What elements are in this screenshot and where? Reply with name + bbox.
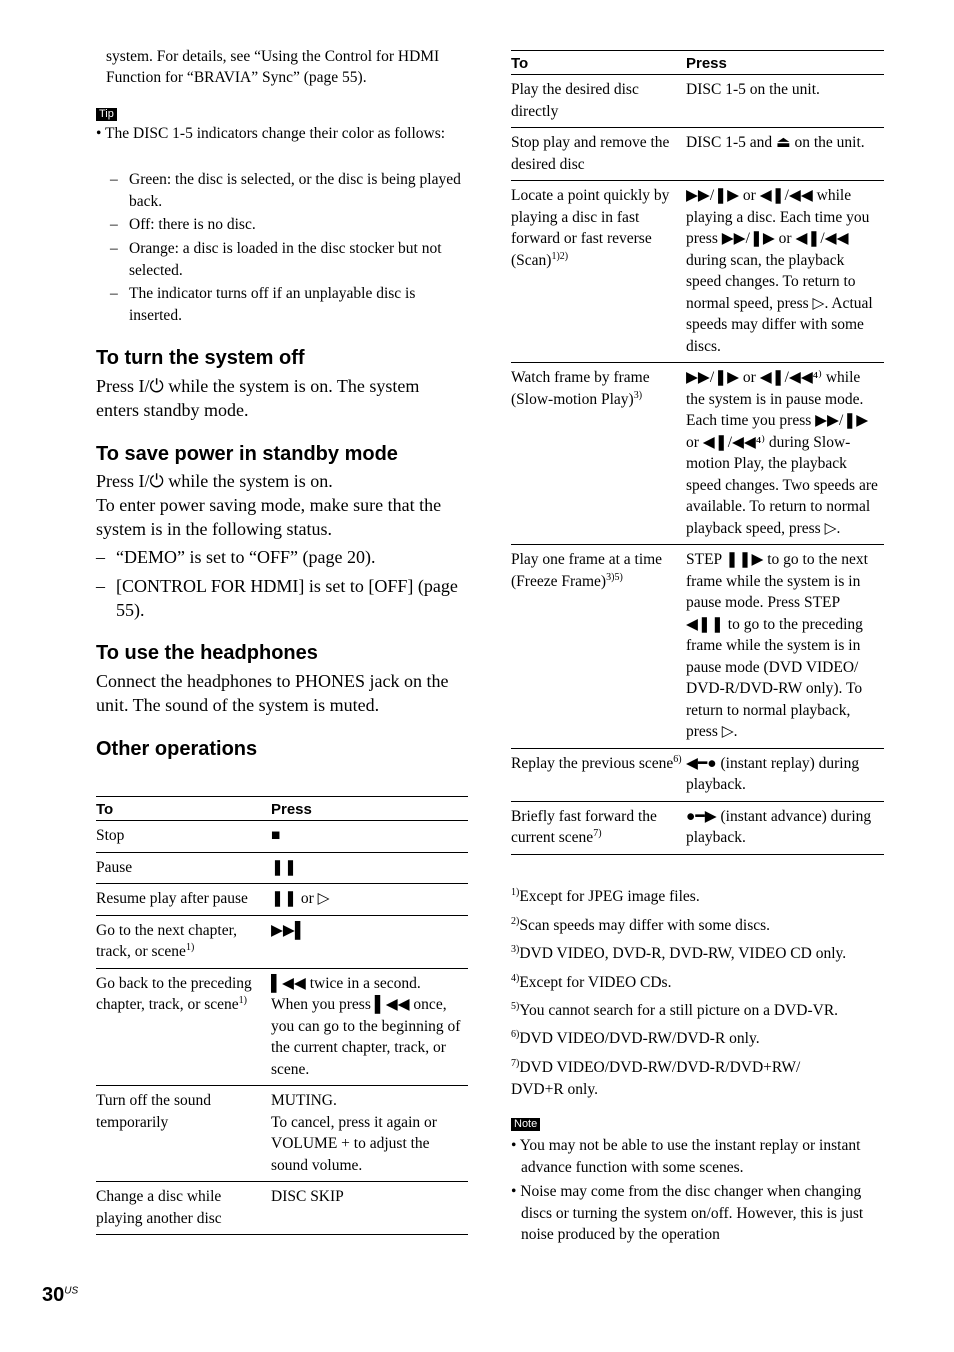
footnote: $^{1)}$Except for JPEG image files. <box>511 886 700 905</box>
footnote: $^{2)}$Scan speeds may differ with some discs. <box>511 915 771 934</box>
cell-to: Change a disc while playing another disc <box>96 1182 271 1235</box>
footnote: $^{6)}$DVD VIDEO/DVD-RW/DVD-R only. <box>511 1028 760 1047</box>
table-row <box>511 748 884 801</box>
cell-to: Play one frame at a time (Freeze Frame)$^{3)5)}$ <box>511 545 686 749</box>
table-header <box>511 51 884 75</box>
column-header-to: To <box>96 797 271 821</box>
cell-press: MUTING. To cancel, press it again or VOLUME + to adjust the sound volume. <box>271 1086 468 1182</box>
cell-to: Stop <box>96 821 271 853</box>
heading-headphones: To use the headphones <box>96 642 318 664</box>
cell-to: Turn off the sound temporarily <box>96 1086 271 1182</box>
standby-line-2: To enter power saving mode, make sure that the system is in the following status. <box>96 495 442 539</box>
footnote: $^{3)}$DVD VIDEO, DVD-R, DVD-RW, VIDEO CD only. <box>511 943 847 962</box>
footnote-ref: 1) <box>185 941 195 953</box>
cell-to: Watch frame by frame (Slow-motion Play)$^{3)}$ <box>511 363 686 545</box>
cell-press: ▌◀◀ twice in a second. When you press ▌◀◀ once, you can go to the beginning of the current chapter, track, or scene. <box>271 968 468 1086</box>
footnote-ref: 1) <box>238 994 248 1006</box>
column-header-to: To <box>511 51 686 75</box>
cell-press: ■ <box>271 821 468 853</box>
table-row <box>96 915 468 968</box>
note-bullet: • You may not be able to use the instant replay or instant advance function with some scenes. <box>511 1137 861 1176</box>
cell-to: Go to the next chapter, track, or scene$^{1)}$ <box>96 915 271 968</box>
tip-badge: Tip <box>96 108 117 121</box>
table-row <box>96 1182 468 1235</box>
cell-press: ❚❚ <box>271 852 468 884</box>
tip-dash-item: – Green: the disc is selected, or the disc is being played back. <box>110 171 461 210</box>
intro-line-1: system. For details, see “Using the Control for HDMI <box>106 48 440 65</box>
system-off-text: Press I/⏻ while the system is on. The system enters standby mode. <box>96 376 420 420</box>
note-bullet: • Noise may come from the disc changer when changing discs or turning the system on/off. However, this is just noise produced by the operation <box>511 1183 864 1243</box>
cell-press: ●━▶ (instant advance) during playback. <box>686 801 884 854</box>
column-header-press: Press <box>686 51 884 75</box>
table-row <box>96 1086 468 1182</box>
cell-press: ▶▶/❚▶ or ◀❚/◀◀⁴⁾ while the system is in pause mode. Each time you press ▶▶/❚▶ or ◀❚/◀◀⁴⁾ during Slow-motion Play, the playback speed changes. Two speeds are available. To return to normal playback speed, press ▷. <box>686 363 884 545</box>
table-row <box>511 181 884 363</box>
cell-to: Replay the previous scene$^{6)}$ <box>511 748 686 801</box>
cell-to: Stop play and remove the desired disc <box>511 128 686 181</box>
intro-line-2: Function for “BRAVIA” Sync” (page 55). <box>106 69 367 86</box>
column-header-press: Press <box>271 797 468 821</box>
table-row <box>96 884 468 916</box>
heading-other-operations: Other operations <box>96 738 258 760</box>
cell-to: Play the desired disc directly <box>511 75 686 128</box>
table-row <box>96 852 468 884</box>
footnote-ref: 1)2) <box>551 250 569 262</box>
footnote: $^{4)}$Except for VIDEO CDs. <box>511 972 672 991</box>
cell-to: Pause <box>96 852 271 884</box>
heading-system-off: To turn the system off <box>96 347 305 369</box>
table-header <box>96 797 468 821</box>
operations-table-right <box>511 50 884 855</box>
table-row <box>96 968 468 1086</box>
tip-bullet: • The DISC 1-5 indicators change their color as follows: <box>96 125 446 142</box>
headphones-text: Connect the headphones to PHONES jack on the unit. The sound of the system is muted. <box>96 671 449 715</box>
cell-press: ▶▶/❚▶ or ◀❚/◀◀ while playing a disc. Each time you press ▶▶/❚▶ or ◀❚/◀◀ during scan, the playback speed changes. To return to normal speed, press ▷. Actual speeds may differ with some discs. <box>686 181 884 363</box>
cell-press: ❚❚ or ▷ <box>271 884 468 916</box>
tip-dash-item: – The indicator turns off if an unplayable disc is inserted. <box>110 285 416 324</box>
footnote-ref: 3) <box>633 389 643 401</box>
footnote-ref: 7) <box>593 827 602 839</box>
footnote-ref: 6) <box>673 753 682 765</box>
cell-press: ▶▶▌ <box>271 915 468 968</box>
footnote: $^{7)}$DVD VIDEO/DVD-RW/DVD-R/DVD+RW/ DVD+R only. <box>511 1057 801 1098</box>
standby-dash-item: – [CONTROL FOR HDMI] is set to [OFF] (page 55). <box>96 576 458 620</box>
page-number-suffix: US <box>64 1285 79 1297</box>
table-row <box>511 545 884 749</box>
page-number: $30^{US}$ <box>42 1284 79 1306</box>
cell-to: Locate a point quickly by playing a disc in fast forward or fast reverse (Scan)$^{1)2)}$ <box>511 181 686 363</box>
table-row <box>511 363 884 545</box>
standby-line-1: Press I/⏻ while the system is on. <box>96 471 333 491</box>
operations-table-left <box>96 796 468 1235</box>
cell-to: Briefly fast forward the current scene$^{7)}$ <box>511 801 686 854</box>
cell-press: DISC 1-5 on the unit. <box>686 75 884 128</box>
cell-to: Resume play after pause <box>96 884 271 916</box>
tip-dash-item: – Off: there is no disc. <box>110 216 256 233</box>
table-row <box>511 801 884 854</box>
footnote-ref: 3)5) <box>606 571 623 583</box>
table-row <box>511 75 884 128</box>
note-badge: Note <box>511 1118 540 1131</box>
heading-standby: To save power in standby mode <box>96 443 398 465</box>
standby-dash-item: – “DEMO” is set to “OFF” (page 20). <box>96 547 376 567</box>
tip-dash-item: – Orange: a disc is loaded in the disc stocker but not selected. <box>110 240 442 279</box>
cell-press: DISC SKIP <box>271 1182 468 1235</box>
table-row <box>96 821 468 853</box>
cell-to: Go back to the preceding chapter, track, or scene$^{1)}$ <box>96 968 271 1086</box>
footnote: $^{5)}$You cannot search for a still picture on a DVD-VR. <box>511 1000 839 1019</box>
cell-press: STEP ❚❚▶ to go to the next frame while the system is in pause mode. Press STEP ◀❚❚ to go to the preceding frame while the system is in pause mode (DVD VIDEO/ DVD-R/DVD-RW only). To return to normal playback, press ▷. <box>686 545 884 749</box>
table-row <box>511 128 884 181</box>
cell-press: DISC 1-5 and ⏏ on the unit. <box>686 128 884 181</box>
cell-press: ◀━● (instant replay) during playback. <box>686 748 884 801</box>
